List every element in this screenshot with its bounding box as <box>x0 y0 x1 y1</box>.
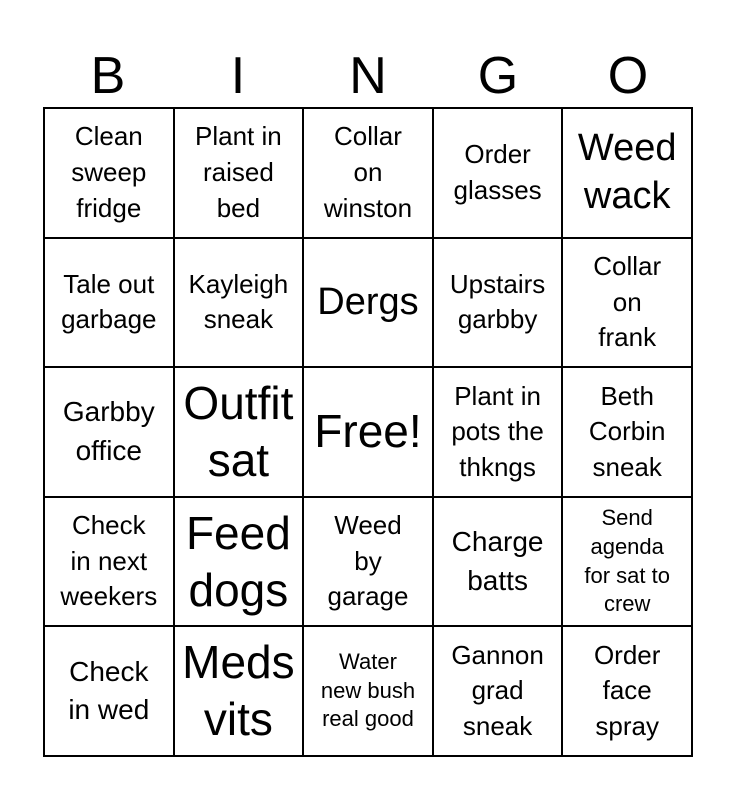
cell-text: Beth Corbin sneak <box>588 380 666 482</box>
bingo-cell-r5-c1[interactable] <box>44 626 174 756</box>
cell-text: Order face spray <box>593 639 661 741</box>
bingo-cell-r5-c4[interactable] <box>433 626 563 756</box>
bingo-cell-r1-c3[interactable] <box>303 108 433 238</box>
cell-text: Send agenda for sat to crew <box>584 505 670 617</box>
bingo-cell-r4-c5[interactable] <box>562 497 692 627</box>
free-space-text: Free! <box>314 405 422 458</box>
bingo-cell-r3-c2[interactable] <box>174 367 304 497</box>
bingo-cell-r3-c3-free[interactable] <box>303 367 433 497</box>
bingo-cell-r4-c3[interactable] <box>303 497 433 627</box>
cell-text: Plant in raised bed <box>195 121 282 223</box>
header-letter-o: O <box>607 47 649 105</box>
header-letter-b: B <box>90 47 126 105</box>
cell-text: Collar on winston <box>323 121 413 223</box>
bingo-cell-r4-c1[interactable] <box>44 497 174 627</box>
bingo-cell-r3-c5[interactable] <box>562 367 692 497</box>
cell-text: Tale out garbage <box>61 268 157 335</box>
cell-text: Dergs <box>317 280 419 323</box>
bingo-cell-r5-c3[interactable] <box>303 626 433 756</box>
cell-text: Water new bush real good <box>320 649 416 732</box>
bingo-board <box>43 107 693 757</box>
bingo-cell-r2-c4[interactable] <box>433 238 563 368</box>
bingo-cell-r1-c1[interactable] <box>44 108 174 238</box>
header-letter-i: I <box>230 47 246 105</box>
bingo-cell-r1-c2[interactable] <box>174 108 304 238</box>
cell-text: Check in next weekers <box>60 510 158 612</box>
cell-text: Outfit sat <box>183 376 294 486</box>
cell-text: Clean sweep fridge <box>71 121 147 223</box>
bingo-cell-r3-c1[interactable] <box>44 367 174 497</box>
bingo-header <box>43 46 693 106</box>
bingo-cell-r5-c2[interactable] <box>174 626 304 756</box>
header-letter-g: G <box>477 47 519 105</box>
cell-text: Check in wed <box>68 655 150 726</box>
bingo-cell-r4-c4[interactable] <box>433 497 563 627</box>
bingo-cell-r2-c3[interactable] <box>303 238 433 368</box>
cell-text: Upstairs garbby <box>449 268 546 335</box>
cell-text: Order glasses <box>453 139 542 205</box>
cell-text: Meds vits <box>182 636 295 746</box>
cell-text: Kayleigh sneak <box>188 268 289 335</box>
bingo-cell-r2-c2[interactable] <box>174 238 304 368</box>
cell-text: Plant in pots the thkngs <box>451 380 544 482</box>
cell-text: Weed wack <box>577 127 677 217</box>
bingo-cell-r1-c5[interactable] <box>562 108 692 238</box>
bingo-cell-r2-c1[interactable] <box>44 238 174 368</box>
header-letter-n: N <box>349 47 387 105</box>
bingo-cell-r1-c4[interactable] <box>433 108 563 238</box>
bingo-cell-r3-c4[interactable] <box>433 367 563 497</box>
cell-text: Weed by garage <box>327 510 409 612</box>
cell-text: Feed dogs <box>185 506 291 616</box>
bingo-cell-r5-c5[interactable] <box>562 626 692 756</box>
cell-text: Charge batts <box>451 525 544 596</box>
bingo-cell-r2-c5[interactable] <box>562 238 692 368</box>
cell-text: Garbby office <box>62 396 155 466</box>
bingo-cell-r4-c2[interactable] <box>174 497 304 627</box>
cell-text: Gannon grad sneak <box>451 639 544 741</box>
cell-text: Collar on frank <box>593 250 662 353</box>
